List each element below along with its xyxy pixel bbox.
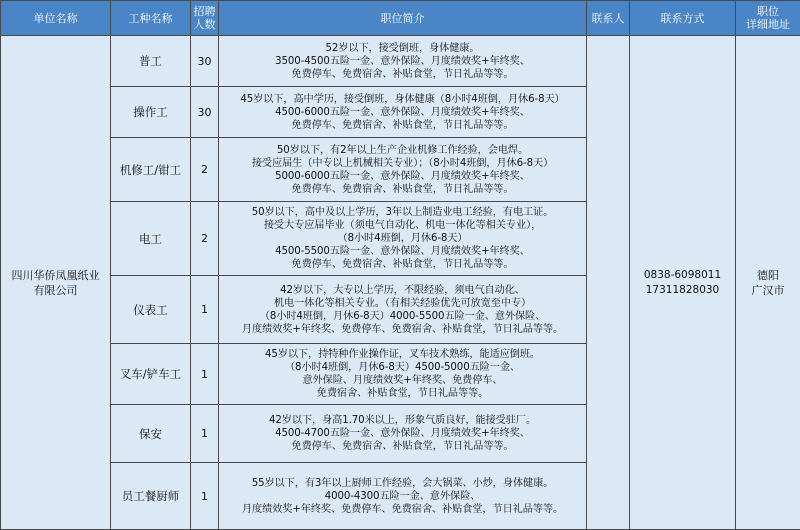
- job-description: 50岁以下，有2年以上生产企业机修工作经验，会电焊。 接受应届生（中专以上机械相关专业）；（8小时4班倒，月休6-8天） 5000-6000五险一金、意外保险、月度绩效奖+年终奖、 免费停车、免费宿舍、补贴食堂，节日礼品等等。: [219, 138, 587, 202]
- job-title: 员工餐厨师: [111, 463, 191, 530]
- header-location-line1: 职位: [757, 5, 779, 18]
- header-count-line1: 招聘: [193, 5, 216, 18]
- header-contact-person: 联系人: [587, 1, 630, 36]
- job-location: 德阳 广汉市: [736, 36, 800, 530]
- table-row: [1, 36, 800, 87]
- job-title: 保安: [111, 405, 191, 463]
- hire-count: 2: [191, 138, 219, 202]
- hire-count: 1: [191, 276, 219, 344]
- job-description: 50岁以下，高中及以上学历，3年以上制造业电工经验，有电工证。 接受大专应届毕业（须电气自动化、机电一体化等相关专业）， （8小时4班倒，月休6-8天） 4500-5500五险一金、意外保险、月度绩效奖+年终奖、 免费停车、免费宿舍、补贴食堂，节日礼品等等。: [219, 202, 587, 276]
- hire-count: 30: [191, 87, 219, 138]
- header-location: [736, 1, 800, 36]
- hire-count: 1: [191, 463, 219, 530]
- job-description: 45岁以下，高中学历，接受倒班，身体健康（8小时4班倒，月休6-8天） 4500-6000五险一金、意外保险、月度绩效奖+年终奖、 免费停车、免费宿舍、补贴食堂，节日礼品等等。: [219, 87, 587, 138]
- company-name: 四川华侨凤凰纸业 有限公司: [1, 36, 111, 530]
- hire-count: 1: [191, 344, 219, 405]
- header-count-line2: 人数: [193, 18, 216, 31]
- job-title: 电工: [111, 202, 191, 276]
- job-description: 42岁以下，大专以上学历，不限经验，须电气自动化、 机电一体化等相关专业。（有相关经验优先可放宽至中专） （8小时4班倒，月休6-8天）4000-5500五险一金、意外保险、 月度绩效奖+年终奖、免费停车、免费宿舍、补贴食堂，节日礼品等等。: [219, 276, 587, 344]
- header-job: 工种名称: [111, 1, 191, 36]
- header-contact-method: 联系方式: [630, 1, 736, 36]
- job-title: 仪表工: [111, 276, 191, 344]
- job-description: 52岁以下，接受倒班，身体健康。 3500-4500五险一金、意外保险、月度绩效奖+年终奖、 免费停车、免费宿舍、补贴食堂，节日礼品等等。: [219, 36, 587, 87]
- job-title: 普工: [111, 36, 191, 87]
- header-company: 单位名称: [1, 1, 111, 36]
- hire-count: 30: [191, 36, 219, 87]
- job-title: 机修工/钳工: [111, 138, 191, 202]
- job-description: 45岁以下，持特种作业操作证，叉车技术熟练，能适应倒班。 （8小时4班倒，月休6-8天）4500-5000五险一金、 意外保险、月度绩效奖+年终奖、免费停车、 免费宿舍、补贴食堂，节日礼品等等。: [219, 344, 587, 405]
- job-title: 叉车/铲车工: [111, 344, 191, 405]
- job-description: 55岁以下，有3年以上厨师工作经验，会大锅菜、小炒，身体健康。 4000-4300五险一金、意外保险、 月度绩效奖+年终奖、免费停车、免费宿舍、补贴食堂，节日礼品等等。: [219, 463, 587, 530]
- header-location-line2: 详细地址: [746, 18, 790, 31]
- hire-count: 1: [191, 405, 219, 463]
- header-desc: 职位简介: [219, 1, 587, 36]
- hire-count: 2: [191, 202, 219, 276]
- job-description: 42岁以下，身高1.70米以上，形象气质良好，能接受驻厂。 4500-4700五险一金、意外保险、月度绩效奖+年终奖、 免费停车、免费宿舍、补贴食堂，节日礼品等等。: [219, 405, 587, 463]
- contact-method: 0838-6098011 17311828030: [630, 36, 736, 530]
- job-title: 操作工: [111, 87, 191, 138]
- contact-person: [587, 36, 630, 530]
- header-row: [1, 1, 800, 36]
- header-count: [191, 1, 219, 36]
